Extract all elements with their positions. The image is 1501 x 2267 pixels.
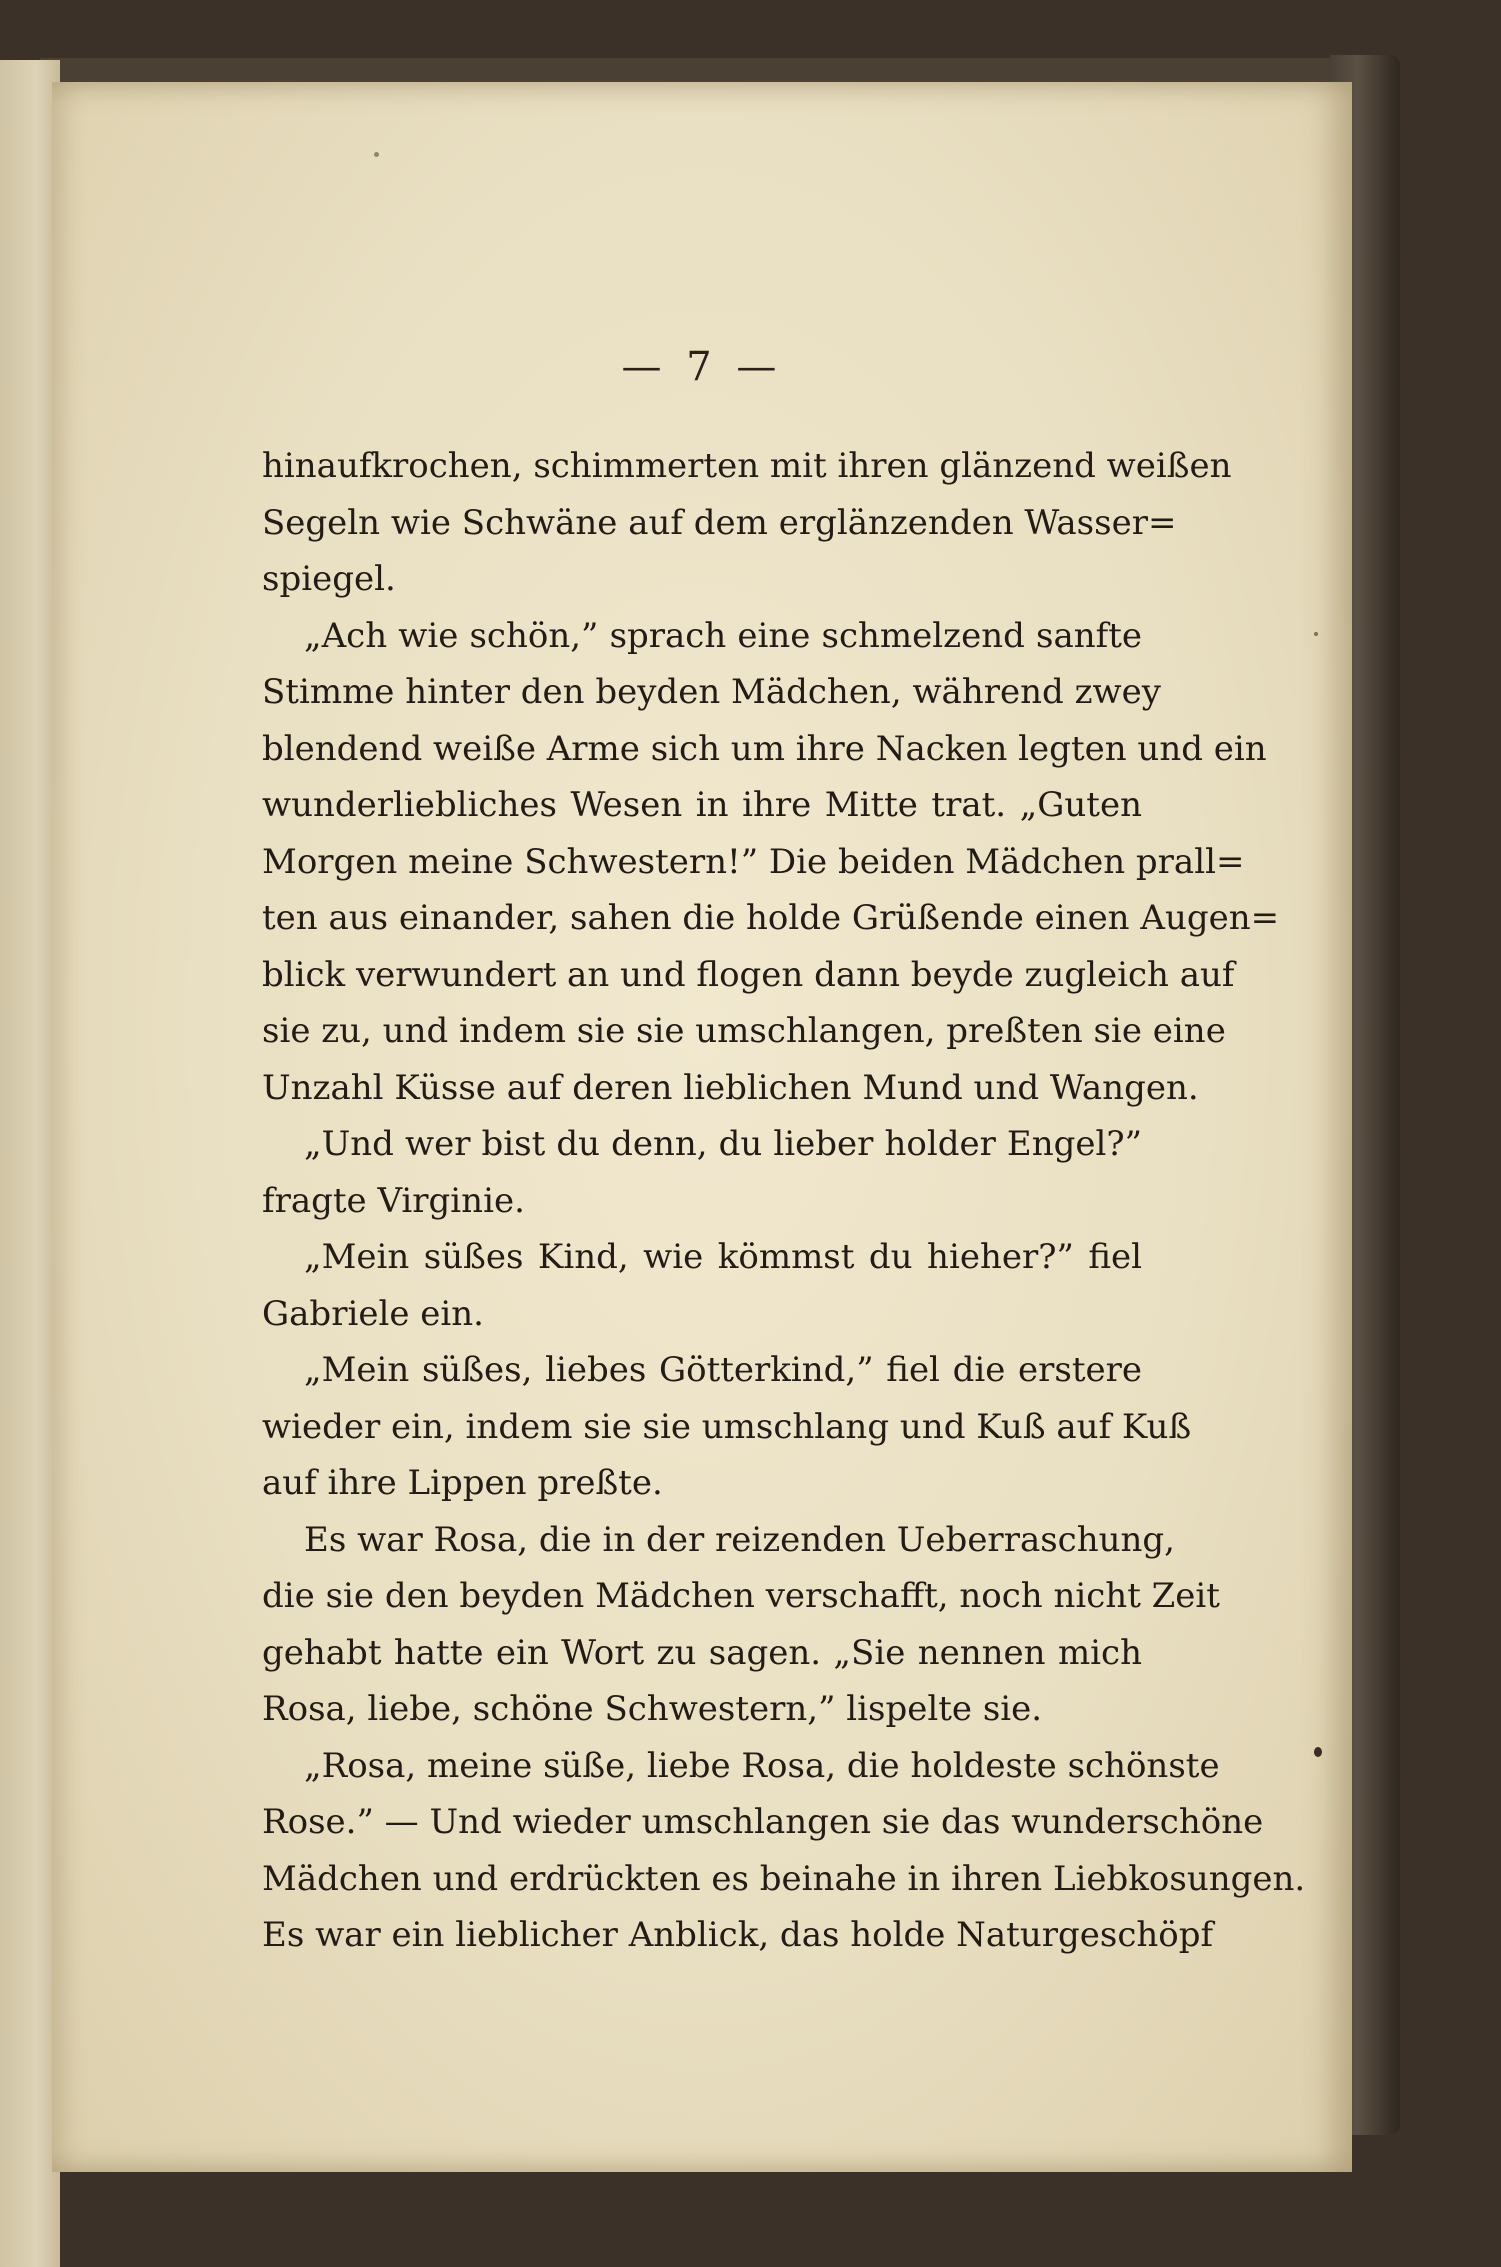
- text-line: wieder ein, indem sie sie umschlang und Kuß auf Kuß: [262, 1406, 1192, 1447]
- text-line: Rose.” — Und wieder umschlangen sie das wunderschöne: [262, 1802, 1264, 1842]
- text-line: sie zu, und indem sie sie umschlangen, preßten sie eine: [262, 1011, 1226, 1051]
- text-line: Mädchen und erdrückten es beinahe in ihren Liebkosungen.: [262, 1858, 1306, 1899]
- paper-speck: [1314, 1747, 1322, 1757]
- text-line: Morgen meine Schwestern!” Die beiden Mädchen prall=: [262, 841, 1245, 882]
- text-line: „Mein süßes Kind, wie kömmst du hieher?” fiel: [304, 1237, 1142, 1277]
- text-line: „Mein süßes, liebes Götterkind,” fiel die erstere: [304, 1350, 1142, 1390]
- text-line: Stimme hinter den beyden Mädchen, während zwey: [262, 672, 1161, 712]
- text-line: „Rosa, meine süße, liebe Rosa, die holdeste schönste: [304, 1745, 1220, 1786]
- paper-speck: [1314, 632, 1318, 636]
- text-line: spiegel.: [262, 559, 396, 599]
- text-line: Es war ein lieblicher Anblick, das holde Naturgeschöpf: [262, 1915, 1214, 1955]
- text-line: Es war Rosa, die in der reizenden Ueberraschung,: [304, 1519, 1175, 1560]
- text-line: die sie den beyden Mädchen verschafft, noch nicht Zeit: [262, 1576, 1220, 1616]
- text-line: Rosa, liebe, schöne Schwestern,” lispelte sie.: [262, 1689, 1043, 1729]
- text-line: auf ihre Lippen preßte.: [262, 1463, 663, 1503]
- text-line: ten aus einander, sahen die holde Grüßende einen Augen=: [262, 898, 1280, 938]
- text-line: Unzahl Küsse auf deren lieblichen Mund und Wangen.: [262, 1067, 1199, 1108]
- text-line: blendend weiße Arme sich um ihre Nacken legten und ein: [262, 728, 1267, 769]
- text-line: „Ach wie schön,” sprach eine schmelzend sanfte: [304, 615, 1142, 656]
- page-number: — 7 —: [621, 344, 783, 390]
- text-line: Segeln wie Schwäne auf dem erglänzenden Wasser=: [262, 502, 1177, 543]
- book-page: [52, 82, 1352, 2172]
- previous-page-edge: [0, 60, 60, 2267]
- text-line: blick verwundert an und flogen dann beyde zugleich auf: [262, 954, 1235, 995]
- text-line: fragte Virginie.: [262, 1180, 525, 1221]
- text-line: Gabriele ein.: [262, 1293, 484, 1334]
- text-line: „Und wer bist du denn, du lieber holder Engel?”: [304, 1124, 1142, 1164]
- text-line: hinaufkrochen, schimmerten mit ihren glänzend weißen: [262, 446, 1232, 486]
- page-text: [262, 438, 1306, 1964]
- text-line: gehabt hatte ein Wort zu sagen. „Sie nennen mich: [262, 1632, 1142, 1673]
- text-line: wunderliebliches Wesen in ihre Mitte trat. „Guten: [262, 785, 1142, 825]
- paper-speck: [374, 152, 379, 157]
